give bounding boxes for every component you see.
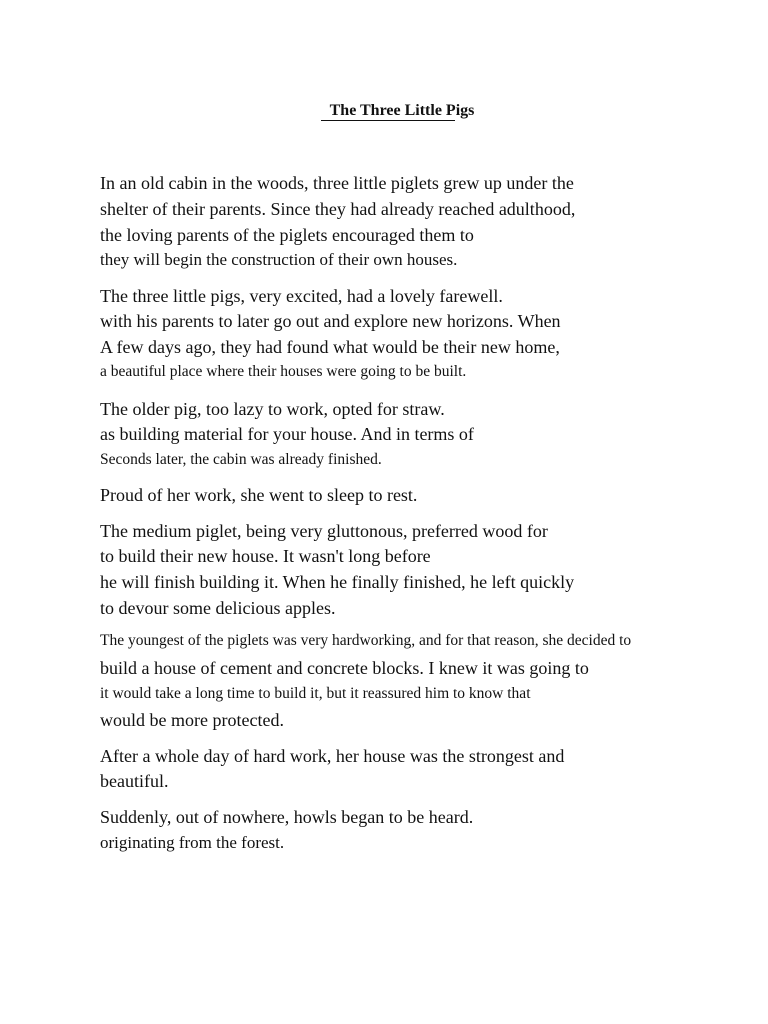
text-line: to build their new house. It wasn't long before	[100, 546, 431, 566]
text-line: with his parents to later go out and explore new horizons. When	[100, 311, 561, 331]
text-line: build a house of cement and concrete blocks. I knew it was going to	[100, 658, 589, 678]
text-line: A few days ago, they had found what would be their new home,	[100, 337, 560, 357]
text-line: shelter of their parents. Since they had already reached adulthood,	[100, 199, 576, 219]
text-line: The medium piglet, being very gluttonous, preferred wood for	[100, 521, 548, 541]
text-line: The three little pigs, very excited, had a lovely farewell.	[100, 286, 503, 306]
text-line: After a whole day of hard work, her house was the strongest and	[100, 746, 565, 766]
text-line: Proud of her work, she went to sleep to rest.	[100, 485, 418, 505]
text-line: The youngest of the piglets was very hardworking, and for that reason, she decided to	[100, 632, 632, 649]
text-line: would be more protected.	[100, 710, 284, 730]
title-underline	[321, 120, 455, 121]
text-line: the loving parents of the piglets encouraged them to	[100, 225, 474, 245]
text-line: to devour some delicious apples.	[100, 598, 336, 618]
text-line: as building material for your house. And in terms of	[100, 424, 474, 444]
text-line: they will begin the construction of their own houses.	[100, 250, 458, 269]
text-line: he will finish building it. When he finally finished, he left quickly	[100, 572, 575, 592]
text-line: originating from the forest.	[100, 833, 285, 852]
text-line: The older pig, too lazy to work, opted for straw.	[100, 399, 445, 419]
text-line: Suddenly, out of nowhere, howls began to be heard.	[100, 807, 474, 827]
document-title: The Three Little Pigs	[329, 102, 475, 119]
text-line: In an old cabin in the woods, three little piglets grew up under the	[100, 173, 574, 193]
text-line: Seconds later, the cabin was already finished.	[100, 451, 382, 468]
text-line: it would take a long time to build it, but it reassured him to know that	[100, 685, 531, 702]
text-line: beautiful.	[100, 771, 169, 791]
text-line: a beautiful place where their houses were going to be built.	[100, 363, 467, 380]
